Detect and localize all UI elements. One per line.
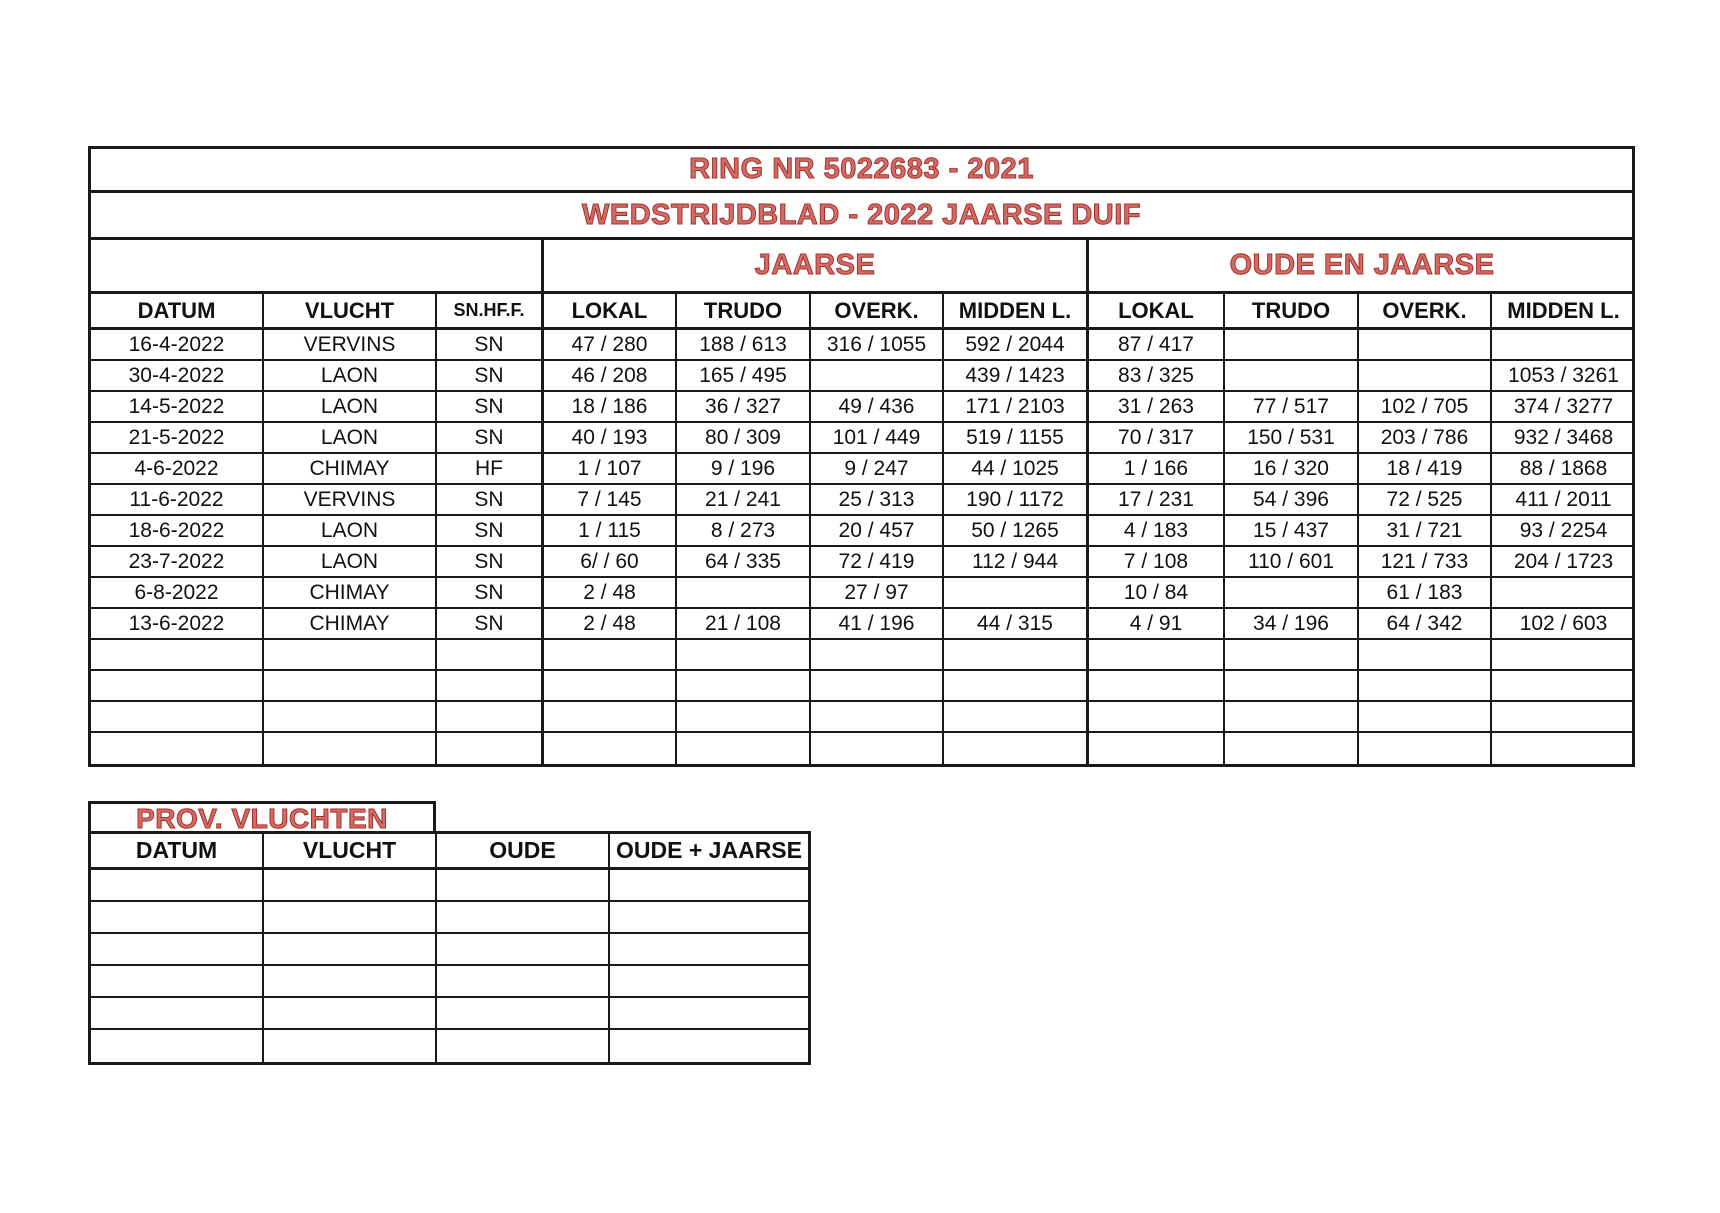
table-row: [91, 702, 1632, 733]
table-cell: [264, 702, 437, 733]
table-cell: 519 / 1155: [944, 423, 1089, 454]
subtitle-row: [91, 193, 1632, 240]
table-cell: [1492, 640, 1635, 671]
prov-cell: [264, 870, 437, 902]
table-cell: 14-5-2022: [91, 392, 264, 423]
prov-body: [91, 870, 808, 1062]
column-header: MIDDEN L.: [1492, 294, 1635, 330]
column-header: LOKAL: [1089, 294, 1225, 330]
table-cell: 150 / 531: [1225, 423, 1359, 454]
table-cell: 70 / 317: [1089, 423, 1225, 454]
column-header: DATUM: [91, 294, 264, 330]
table-cell: 40 / 193: [544, 423, 677, 454]
table-cell: [811, 733, 944, 764]
table-cell: VERVINS: [264, 485, 437, 516]
table-cell: 44 / 1025: [944, 454, 1089, 485]
prov-cell: [437, 902, 610, 934]
table-row: [91, 330, 1632, 361]
table-cell: CHIMAY: [264, 578, 437, 609]
table-cell: 16 / 320: [1225, 454, 1359, 485]
table-cell: 101 / 449: [811, 423, 944, 454]
table-cell: [944, 671, 1089, 702]
prov-cell: [610, 998, 808, 1030]
prov-column-header: OUDE: [437, 834, 610, 870]
table-cell: LAON: [264, 423, 437, 454]
table-cell: 411 / 2011: [1492, 485, 1635, 516]
column-header: MIDDEN L.: [944, 294, 1089, 330]
prov-row: [91, 998, 808, 1030]
prov-cell: [264, 998, 437, 1030]
table-cell: [944, 578, 1089, 609]
table-cell: [437, 640, 544, 671]
table-cell: 34 / 196: [1225, 609, 1359, 640]
table-cell: [677, 640, 811, 671]
table-cell: [1225, 361, 1359, 392]
table-cell: LAON: [264, 392, 437, 423]
table-cell: [437, 702, 544, 733]
column-header: LOKAL: [544, 294, 677, 330]
table-cell: 80 / 309: [677, 423, 811, 454]
table-cell: 61 / 183: [1359, 578, 1492, 609]
table-cell: 4 / 91: [1089, 609, 1225, 640]
prov-table: [88, 831, 811, 1065]
table-cell: [944, 733, 1089, 764]
prov-cell: [91, 934, 264, 966]
column-header: VLUCHT: [264, 294, 437, 330]
table-cell: [811, 702, 944, 733]
table-cell: 54 / 396: [1225, 485, 1359, 516]
table-cell: [264, 671, 437, 702]
table-cell: LAON: [264, 361, 437, 392]
table-cell: [544, 640, 677, 671]
table-cell: [1225, 330, 1359, 361]
table-cell: [544, 733, 677, 764]
table-cell: 10 / 84: [1089, 578, 1225, 609]
table-cell: [811, 361, 944, 392]
table-cell: 27 / 97: [811, 578, 944, 609]
table-cell: 204 / 1723: [1492, 547, 1635, 578]
prov-row: [91, 902, 808, 934]
prov-cell: [610, 1030, 808, 1062]
table-cell: [1359, 702, 1492, 733]
table-cell: [677, 733, 811, 764]
table-cell: SN: [437, 516, 544, 547]
table-cell: LAON: [264, 516, 437, 547]
table-cell: 18-6-2022: [91, 516, 264, 547]
table-cell: 93 / 2254: [1492, 516, 1635, 547]
table-cell: 102 / 603: [1492, 609, 1635, 640]
prov-cell: [437, 1030, 610, 1062]
prov-cell: [437, 966, 610, 998]
table-cell: 171 / 2103: [944, 392, 1089, 423]
table-cell: 316 / 1055: [811, 330, 944, 361]
table-cell: 25 / 313: [811, 485, 944, 516]
table-cell: [944, 702, 1089, 733]
prov-cell: [437, 934, 610, 966]
table-cell: 21-5-2022: [91, 423, 264, 454]
table-cell: [1359, 733, 1492, 764]
table-cell: [264, 640, 437, 671]
table-cell: 44 / 315: [944, 609, 1089, 640]
table-cell: SN: [437, 392, 544, 423]
table-cell: SN: [437, 361, 544, 392]
table-cell: 46 / 208: [544, 361, 677, 392]
table-cell: 9 / 247: [811, 454, 944, 485]
table-cell: 203 / 786: [1359, 423, 1492, 454]
table-cell: 190 / 1172: [944, 485, 1089, 516]
table-cell: [91, 702, 264, 733]
table-cell: SN: [437, 330, 544, 361]
table-cell: [1359, 671, 1492, 702]
table-cell: CHIMAY: [264, 454, 437, 485]
table-cell: 88 / 1868: [1492, 454, 1635, 485]
table-cell: 15 / 437: [1225, 516, 1359, 547]
table-cell: 23-7-2022: [91, 547, 264, 578]
table-cell: 47 / 280: [544, 330, 677, 361]
table-body: [91, 330, 1632, 764]
prov-title-box: [88, 801, 436, 833]
table-cell: [91, 733, 264, 764]
prov-column-header: OUDE + JAARSE: [610, 834, 808, 870]
table-cell: 374 / 3277: [1492, 392, 1635, 423]
prov-column-header: DATUM: [91, 834, 264, 870]
table-cell: [677, 671, 811, 702]
table-cell: 9 / 196: [677, 454, 811, 485]
table-cell: 165 / 495: [677, 361, 811, 392]
table-cell: 13-6-2022: [91, 609, 264, 640]
table-cell: 64 / 335: [677, 547, 811, 578]
table-cell: [1359, 361, 1492, 392]
table-cell: 6-8-2022: [91, 578, 264, 609]
table-cell: [1089, 671, 1225, 702]
column-header: OVERK.: [1359, 294, 1492, 330]
table-cell: 11-6-2022: [91, 485, 264, 516]
prov-cell: [437, 998, 610, 1030]
prov-row: [91, 966, 808, 998]
table-cell: 4-6-2022: [91, 454, 264, 485]
table-cell: 20 / 457: [811, 516, 944, 547]
prov-cell: [610, 966, 808, 998]
column-header: SN.HF.F.: [437, 294, 544, 330]
table-cell: 21 / 241: [677, 485, 811, 516]
table-cell: 592 / 2044: [944, 330, 1089, 361]
table-row: [91, 423, 1632, 454]
table-cell: 7 / 145: [544, 485, 677, 516]
table-cell: 31 / 721: [1359, 516, 1492, 547]
table-cell: 6/ / 60: [544, 547, 677, 578]
table-cell: 21 / 108: [677, 609, 811, 640]
prov-title: PROV. VLUCHTEN: [136, 802, 388, 834]
prov-cell: [610, 934, 808, 966]
table-cell: 30-4-2022: [91, 361, 264, 392]
table-cell: 1 / 115: [544, 516, 677, 547]
table-cell: [1089, 733, 1225, 764]
table-cell: [811, 640, 944, 671]
prov-cell: [91, 870, 264, 902]
table-cell: [944, 640, 1089, 671]
column-header-row: [91, 294, 1632, 330]
table-cell: [677, 578, 811, 609]
table-row: [91, 516, 1632, 547]
table-row: [91, 671, 1632, 702]
table-cell: SN: [437, 423, 544, 454]
table-cell: 121 / 733: [1359, 547, 1492, 578]
table-cell: [1492, 330, 1635, 361]
group-header-row: [91, 240, 1632, 294]
table-cell: [677, 702, 811, 733]
table-cell: CHIMAY: [264, 609, 437, 640]
table-cell: 49 / 436: [811, 392, 944, 423]
table-cell: 2 / 48: [544, 609, 677, 640]
table-cell: 7 / 108: [1089, 547, 1225, 578]
table-cell: 31 / 263: [1089, 392, 1225, 423]
sheet-subtitle: WEDSTRIJDBLAD - 2022 JAARSE DUIF: [581, 198, 1142, 231]
prov-cell: [437, 870, 610, 902]
table-cell: 77 / 517: [1225, 392, 1359, 423]
table-cell: [437, 733, 544, 764]
table-cell: [1225, 671, 1359, 702]
table-cell: 110 / 601: [1225, 547, 1359, 578]
table-cell: [1089, 702, 1225, 733]
table-cell: 50 / 1265: [944, 516, 1089, 547]
table-row: [91, 361, 1632, 392]
table-cell: [437, 671, 544, 702]
table-row: [91, 392, 1632, 423]
table-cell: 87 / 417: [1089, 330, 1225, 361]
table-row: [91, 609, 1632, 640]
table-cell: LAON: [264, 547, 437, 578]
table-cell: [91, 640, 264, 671]
prov-cell: [264, 966, 437, 998]
table-cell: 18 / 419: [1359, 454, 1492, 485]
table-cell: [1492, 578, 1635, 609]
table-cell: 1 / 107: [544, 454, 677, 485]
table-cell: [544, 671, 677, 702]
prov-column-header: VLUCHT: [264, 834, 437, 870]
column-header: TRUDO: [677, 294, 811, 330]
prov-cell: [91, 1030, 264, 1062]
column-header: TRUDO: [1225, 294, 1359, 330]
table-cell: 17 / 231: [1089, 485, 1225, 516]
prov-cell: [91, 902, 264, 934]
table-cell: [264, 733, 437, 764]
table-cell: 2 / 48: [544, 578, 677, 609]
prov-cell: [91, 998, 264, 1030]
results-table: [88, 146, 1635, 767]
table-cell: 439 / 1423: [944, 361, 1089, 392]
table-cell: [1359, 330, 1492, 361]
table-cell: 1053 / 3261: [1492, 361, 1635, 392]
table-cell: VERVINS: [264, 330, 437, 361]
table-cell: 8 / 273: [677, 516, 811, 547]
table-cell: HF: [437, 454, 544, 485]
table-cell: [91, 671, 264, 702]
table-cell: 72 / 525: [1359, 485, 1492, 516]
group-oude-en-jaarse-label: OUDE EN JAARSE: [1229, 249, 1495, 281]
table-cell: SN: [437, 609, 544, 640]
table-cell: [1492, 671, 1635, 702]
table-cell: 18 / 186: [544, 392, 677, 423]
table-cell: 72 / 419: [811, 547, 944, 578]
ring-number-title: RING NR 5022683 - 2021: [689, 153, 1034, 185]
prov-row: [91, 870, 808, 902]
table-cell: SN: [437, 485, 544, 516]
prov-cell: [264, 902, 437, 934]
table-cell: 64 / 342: [1359, 609, 1492, 640]
prov-cell: [610, 870, 808, 902]
prov-row: [91, 934, 808, 966]
table-cell: [1359, 640, 1492, 671]
table-cell: [811, 671, 944, 702]
table-cell: [1492, 733, 1635, 764]
table-row: [91, 547, 1632, 578]
table-row: [91, 454, 1632, 485]
ring-title-row: [91, 149, 1632, 193]
table-cell: 16-4-2022: [91, 330, 264, 361]
table-cell: 102 / 705: [1359, 392, 1492, 423]
table-cell: 112 / 944: [944, 547, 1089, 578]
table-row: [91, 640, 1632, 671]
table-cell: [1225, 640, 1359, 671]
prov-cell: [91, 966, 264, 998]
table-row: [91, 578, 1632, 609]
table-cell: [1225, 702, 1359, 733]
table-cell: [544, 702, 677, 733]
table-cell: SN: [437, 578, 544, 609]
table-cell: 83 / 325: [1089, 361, 1225, 392]
column-header: OVERK.: [811, 294, 944, 330]
group-jaarse: [544, 240, 1089, 294]
table-cell: 1 / 166: [1089, 454, 1225, 485]
table-cell: 41 / 196: [811, 609, 944, 640]
group-empty: [91, 240, 544, 294]
table-cell: [1089, 640, 1225, 671]
prov-header-row: [91, 834, 808, 870]
table-cell: 188 / 613: [677, 330, 811, 361]
group-oude-en-jaarse: [1089, 240, 1635, 294]
table-cell: 36 / 327: [677, 392, 811, 423]
prov-row: [91, 1030, 808, 1062]
table-cell: SN: [437, 547, 544, 578]
table-row: [91, 733, 1632, 764]
table-cell: [1492, 702, 1635, 733]
prov-cell: [264, 934, 437, 966]
table-cell: [1225, 578, 1359, 609]
prov-cell: [610, 902, 808, 934]
table-cell: 4 / 183: [1089, 516, 1225, 547]
table-row: [91, 485, 1632, 516]
table-cell: 932 / 3468: [1492, 423, 1635, 454]
table-cell: [1225, 733, 1359, 764]
group-jaarse-label: JAARSE: [754, 249, 876, 281]
prov-cell: [264, 1030, 437, 1062]
